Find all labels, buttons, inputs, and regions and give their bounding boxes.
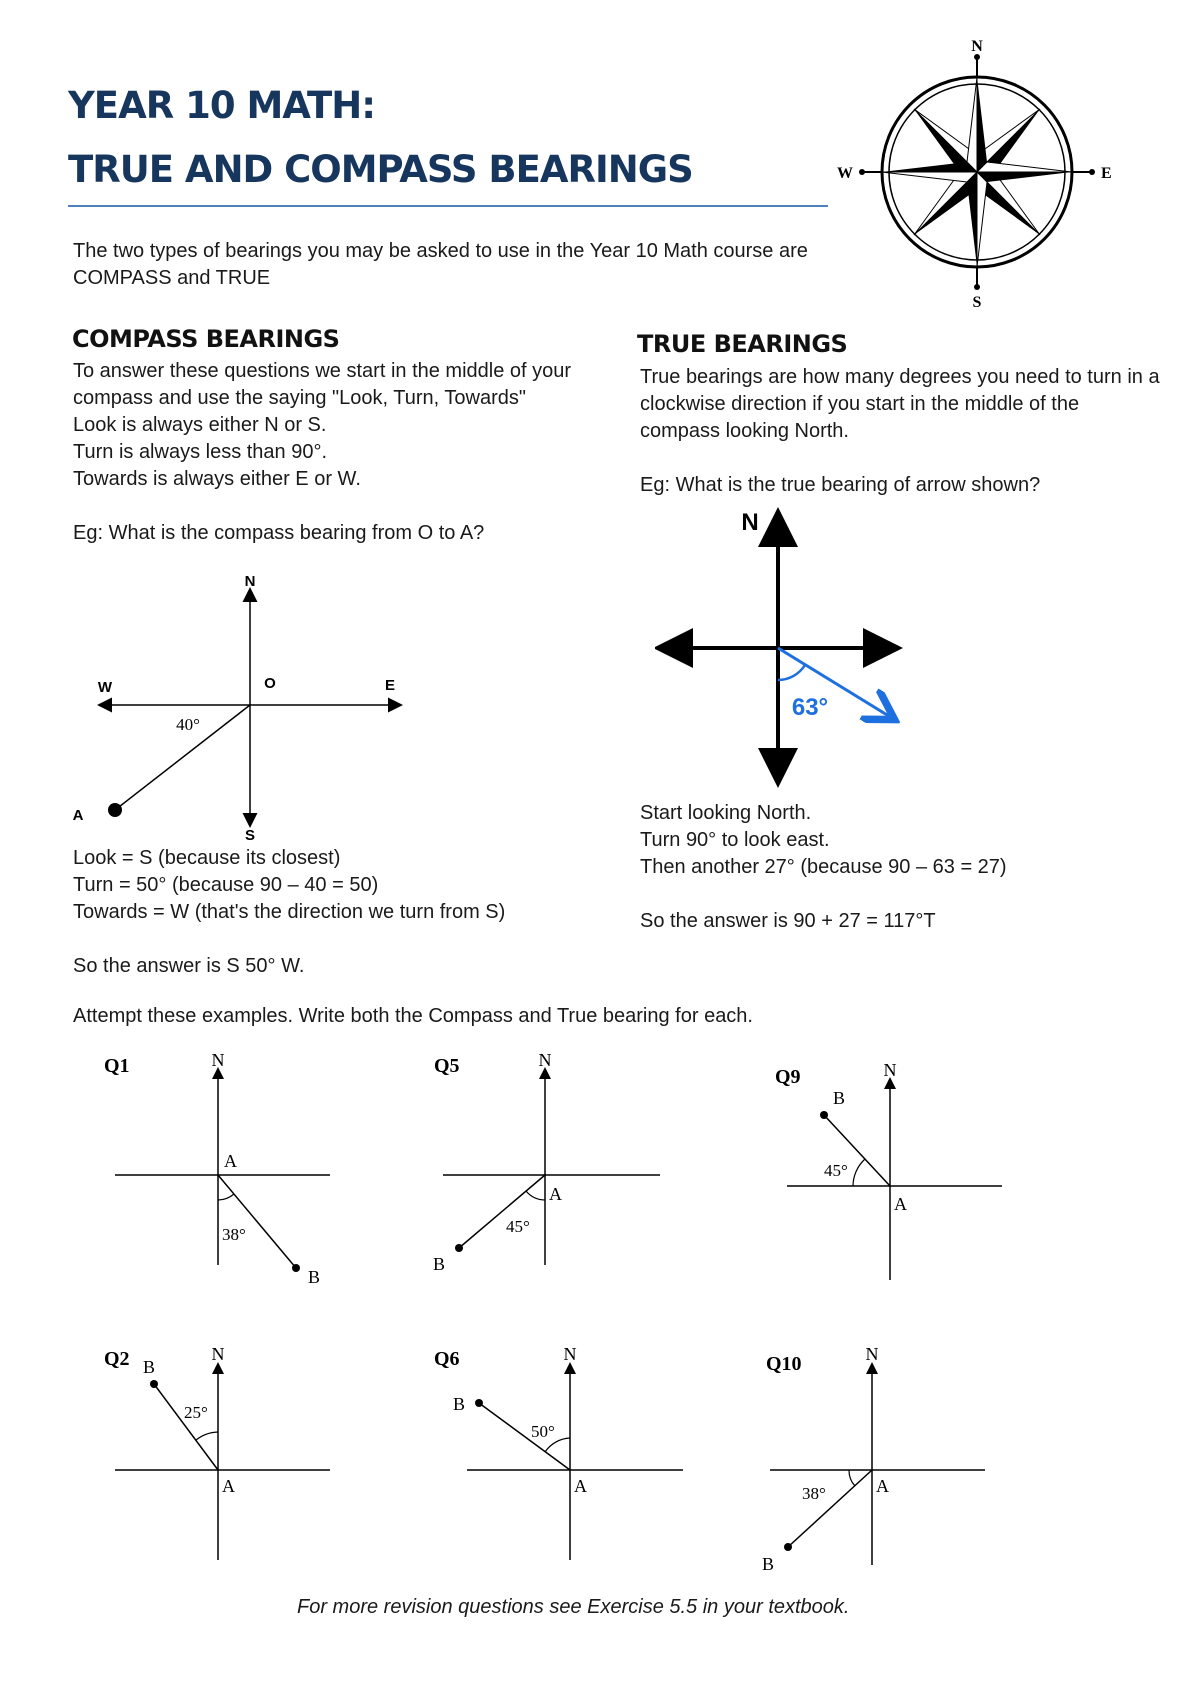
- compass-label-s: S: [972, 294, 982, 310]
- title-divider: [68, 205, 828, 207]
- question-q5: [433, 1050, 660, 1274]
- question-q1: [104, 1050, 330, 1287]
- q2-b: B: [143, 1357, 156, 1377]
- q2-n: N: [211, 1344, 225, 1364]
- true-bearings-heading: TRUE BEARINGS: [637, 330, 848, 358]
- q1-label: Q1: [104, 1055, 130, 1077]
- q10-n: N: [865, 1344, 879, 1364]
- q5-angle: 45°: [506, 1217, 530, 1236]
- compass-rose-icon: [835, 35, 1125, 310]
- q10-angle: 38°: [802, 1484, 826, 1503]
- q1-a: A: [224, 1151, 237, 1171]
- q6-a: A: [574, 1476, 587, 1496]
- example-label-e: E: [384, 677, 396, 694]
- example-label-s: S: [244, 827, 256, 840]
- question-q9: [775, 1060, 1002, 1280]
- q10-b: B: [762, 1554, 775, 1574]
- page-title-line1: YEAR 10 MATH:: [68, 84, 376, 127]
- true-example-angle-label: 63°: [791, 694, 829, 721]
- compass-label-n: N: [971, 38, 983, 55]
- attempt-instruction: Attempt these examples. Write both the Compass and True bearing for each.: [73, 1005, 753, 1027]
- q9-angle: 45°: [824, 1161, 848, 1180]
- q10-a: A: [876, 1476, 889, 1496]
- true-example-label-n: N: [741, 509, 759, 536]
- true-bearings-answer: Start looking North. Turn 90° to look east. Then another 27° (because 90 – 63 = 27) So the answer is 90 + 27 = 117°T: [640, 802, 1007, 932]
- example-label-a: A: [72, 807, 84, 824]
- q2-a: A: [222, 1476, 235, 1496]
- practice-questions: [0, 1040, 1200, 1580]
- page-title-line2: TRUE AND COMPASS BEARINGS: [68, 148, 693, 191]
- compass-bearings-heading: COMPASS BEARINGS: [72, 325, 340, 353]
- q10-label: Q10: [766, 1353, 802, 1375]
- intro-text: The two types of bearings you may be asked to use in the Year 10 Math course are COMPASS and TRUE: [73, 240, 808, 289]
- true-bearings-text: True bearings are how many degrees you need to turn in a clockwise direction if you start in the middle of the compass looking North. Eg: What is the true bearing of arrow shown?: [640, 366, 1160, 496]
- q1-angle: 38°: [222, 1225, 246, 1244]
- question-q2: [104, 1344, 330, 1560]
- example-label-o: O: [264, 675, 276, 692]
- q6-label: Q6: [434, 1348, 460, 1370]
- q5-b: B: [433, 1254, 446, 1274]
- question-q6: [434, 1344, 683, 1560]
- q5-n: N: [538, 1050, 552, 1070]
- q9-a: A: [894, 1194, 907, 1214]
- example-angle-label: 40°: [176, 715, 200, 734]
- compass-bearings-text: To answer these questions we start in the middle of your compass and use the saying "Look, Turn, Towards" Look is always either N or S. Turn is always less than 90°. Towards is always either E or W. Eg: What is the compass bearing from O to A?: [73, 360, 572, 544]
- q9-b: B: [833, 1088, 846, 1108]
- q1-n: N: [211, 1050, 225, 1070]
- example-label-n: N: [244, 573, 256, 590]
- q1-b: B: [308, 1267, 321, 1287]
- q2-angle: 25°: [184, 1403, 208, 1422]
- compass-label-e: E: [1101, 165, 1112, 182]
- question-q10: [762, 1344, 985, 1574]
- compass-bearing-example-diagram: [70, 570, 420, 840]
- example-label-w: W: [97, 679, 113, 696]
- q6-n: N: [563, 1344, 577, 1364]
- q5-label: Q5: [434, 1055, 460, 1077]
- q9-n: N: [883, 1060, 897, 1080]
- compass-label-w: W: [837, 165, 853, 182]
- q6-angle: 50°: [531, 1422, 555, 1441]
- true-bearing-example-diagram: [655, 500, 915, 790]
- footer-note: For more revision questions see Exercise 5.5 in your textbook.: [297, 1596, 850, 1618]
- compass-bearings-answer: Look = S (because its closest) Turn = 50° (because 90 – 40 = 50) Towards = W (that's the direction we turn from S) So the answer is S 50° W.: [73, 847, 506, 977]
- q5-a: A: [549, 1184, 562, 1204]
- q6-b: B: [453, 1394, 466, 1414]
- q2-label: Q2: [104, 1348, 130, 1370]
- q9-label: Q9: [775, 1066, 801, 1088]
